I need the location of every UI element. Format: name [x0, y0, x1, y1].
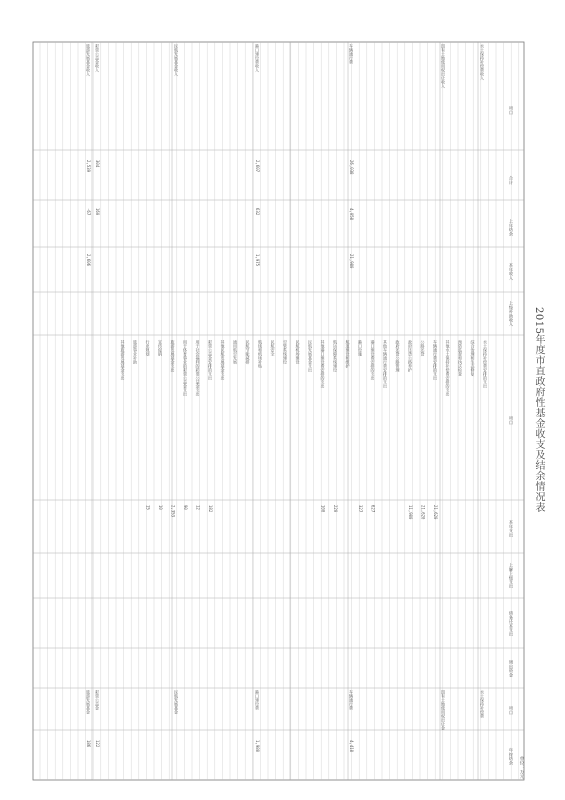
expense-item-header: 项目: [509, 415, 514, 425]
balance-row-label: 车辆通行费: [349, 690, 354, 710]
balance-row-amount: 122: [95, 740, 100, 748]
expense-row-label: 空管系统建设: [283, 340, 288, 364]
expense-transfer-header: 上解上级支出: [509, 563, 514, 589]
expense-row-amount: 21,620: [433, 505, 438, 520]
income-current-value: 21,980: [349, 254, 354, 269]
income-total-value: 26,038: [349, 160, 354, 175]
expense-row-label: 水土保持补偿费安排的支出: [483, 340, 488, 388]
income-total-value: 2,539: [86, 160, 91, 173]
expense-row-label: 宣传促销: [158, 340, 163, 356]
expense-row-amount: 220: [333, 505, 338, 513]
balance-row-amount: 1,980: [255, 740, 260, 753]
expense-row-amount: 12: [195, 505, 201, 510]
income-prev-value: 632: [255, 208, 260, 216]
expense-row-label: 其他民航发展基金支出: [220, 340, 226, 380]
unit-label: 单位：万元: [519, 756, 524, 779]
income-row-label: 车辆通行费: [349, 44, 354, 64]
income-transfer-header: 上级补助收入: [509, 301, 514, 327]
balance-row-label: 港口建设费: [255, 690, 260, 710]
expense-row-amount: 100: [320, 505, 326, 513]
expense-row-label: 用于社会福利的彩票公益金支出: [195, 340, 201, 396]
expense-row-label: 综合治理和生态修复: [470, 340, 476, 376]
expense-row-label: 其他水土保持补偿费安排的支出: [445, 340, 451, 396]
balance-row-label: 水土保持补偿费: [480, 690, 485, 718]
expense-row-amount: 627: [370, 505, 376, 513]
expense-row-label: 民航安全: [270, 340, 276, 356]
expense-row-label: 民航节能减排: [245, 340, 251, 364]
income-row-label: 民航发展基金收入: [174, 44, 179, 76]
income-transfer-value: 2,606: [86, 254, 91, 267]
expense-current-header: 本年支出: [509, 519, 514, 537]
balance-header: 年终结余: [509, 747, 514, 765]
expense-row-label: 旅游发展基金支出: [170, 340, 176, 372]
expense-row-label: 其他车辆通行费安排的支出: [383, 340, 388, 388]
expense-row-label: 政府还贷公路管理: [395, 340, 401, 372]
expense-row-label: 彩票公益金安排的支出: [208, 340, 213, 380]
income-total-header: 合计: [509, 175, 514, 185]
expense-row-label: 预防监督和执法检查: [458, 340, 463, 376]
income-row-label: 旅游发展基金收入: [86, 44, 91, 76]
expense-row-label: 政府还贷公路养护: [408, 340, 413, 372]
expense-row-label: 旅游事业补助: [133, 340, 138, 364]
income-prev-value: 160: [95, 208, 100, 216]
expense-row-amount: 21,620: [420, 505, 426, 520]
balance-row-label: 国有土地使用权出让金: [441, 690, 446, 730]
balance-row-amount: 186: [86, 740, 91, 748]
balance-row-label: 民航发展基金: [174, 690, 179, 714]
expense-row-amount: 10: [158, 505, 163, 510]
income-current-header: 本年收入: [509, 262, 514, 280]
page-title: 2015年度市直政府性基金收支及结余情况表: [533, 307, 544, 513]
income-prev-header: 上年结余: [509, 218, 514, 236]
income-row-label: 水土保持补偿费收入: [480, 44, 485, 80]
expense-row-amount: 2,353: [170, 505, 176, 518]
expense-row-label: 公路还贷: [420, 340, 426, 356]
income-total-value: 2,607: [255, 160, 260, 173]
expense-row-amount: 90: [183, 505, 188, 510]
expense-row-label: 其他旅游发展基金支出: [120, 340, 126, 380]
expense-row-label: 车辆通行费安排的支出: [433, 340, 438, 380]
expense-row-label: 航运保障系统建设: [333, 340, 338, 372]
balance-row-label: 彩票公益金: [95, 690, 100, 710]
expense-row-label: 航道建设和维护: [345, 340, 351, 368]
expense-row-label: 通用航空发展: [233, 340, 238, 364]
expense-row-label: 航线和机场补贴: [258, 340, 263, 368]
balance-row-amount: 4,418: [349, 740, 354, 753]
expense-row-label: 用于体育事业的彩票公益金支出: [183, 340, 188, 396]
expense-row-label: 港口建设费安排的支出: [370, 340, 376, 380]
income-row-label: 彩票公益金收入: [95, 44, 100, 72]
income-row-label: 港口建设费收入: [255, 44, 260, 72]
expense-row-label: 民航发展基金支出: [308, 340, 313, 372]
expense-row-label: 民航机场建设: [295, 340, 301, 364]
income-current-value: 1,975: [255, 254, 260, 267]
income-total-value: 304: [95, 160, 100, 168]
income-row-label: 国有土地使用权出让收入: [441, 44, 446, 88]
expense-row-amount: 182: [208, 505, 213, 513]
expense-row-amount: 11,900: [408, 505, 413, 520]
balance-row-label: 旅游发展基金: [86, 690, 91, 714]
expense-row-label: 其他港口建设费安排的支出: [320, 340, 326, 388]
expense-row-amount: 327: [358, 505, 363, 513]
income-prev-value: 4,058: [349, 208, 354, 221]
expense-row-label: 港口设施: [358, 340, 363, 356]
income-item-header: 项目: [509, 105, 514, 115]
income-prev-value: -67: [86, 208, 91, 216]
expense-transfer-to-header: 调出资金: [509, 659, 514, 677]
balance-item-header: 项目: [509, 705, 514, 715]
expense-row-label: 行业规划: [145, 340, 151, 356]
expense-debt-header: 债务还本支出: [509, 611, 514, 637]
expense-row-amount: 15: [145, 505, 151, 510]
